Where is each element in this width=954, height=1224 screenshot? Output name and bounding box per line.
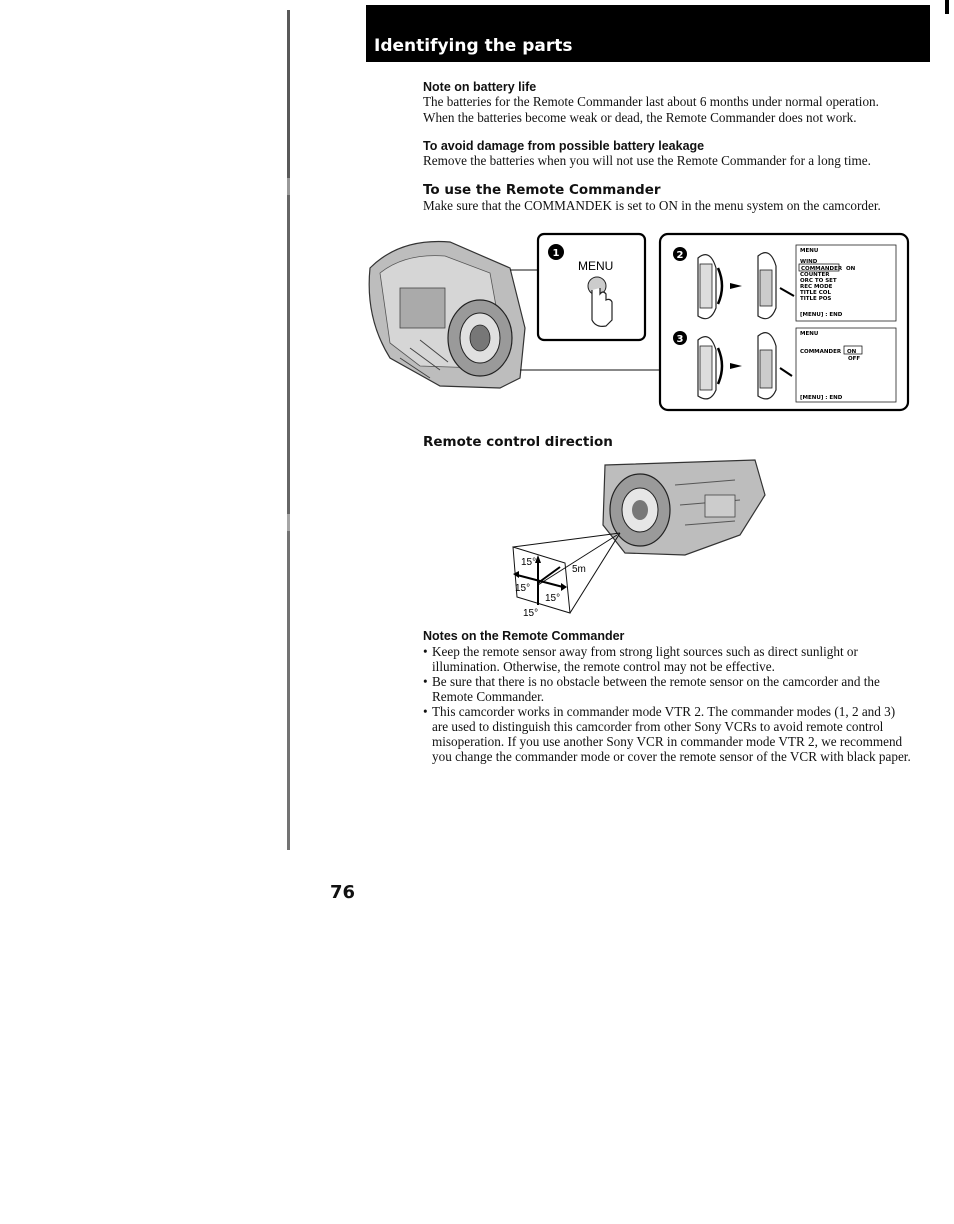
menu2-footer: [MENU] : END <box>800 395 843 401</box>
menu-button-label: MENU <box>578 259 614 273</box>
step3-number: 3 <box>676 334 684 345</box>
distance-label: 5m <box>572 564 586 575</box>
menu-screen-1 <box>796 245 896 321</box>
menu-screen-2 <box>796 328 896 402</box>
figure-remote-direction <box>505 455 775 620</box>
angle-left-label: 15° <box>515 583 531 594</box>
menu1-item-wind: WIND <box>800 259 818 265</box>
menu1-item-title-pos: TITLE POS <box>800 296 832 302</box>
angle-top-label: 15° <box>521 557 537 568</box>
angle-right-label: 15° <box>545 593 561 604</box>
step2-number: 2 <box>676 250 684 261</box>
menu1-item-rec-mode: REC MODE <box>800 284 833 290</box>
menu2-option-off: OFF <box>848 356 861 362</box>
section-title: Identifying the parts <box>374 36 573 56</box>
heading-use-remote: To use the Remote Commander <box>423 182 661 198</box>
text-use-remote: Make sure that the COMMANDEK is set to ON in the menu system on the camcorder. <box>423 198 881 213</box>
step1-number: 1 <box>552 248 560 259</box>
menu2-title: MENU <box>800 331 819 337</box>
figure-remote-menu-steps <box>360 228 912 418</box>
heading-notes-remote: Notes on the Remote Commander <box>423 629 625 643</box>
heading-battery-life: Note on battery life <box>423 80 537 94</box>
notes-list <box>423 644 913 764</box>
page-number: 76 <box>330 882 356 903</box>
menu2-option-on: ON <box>847 349 857 355</box>
page-binding-edge <box>287 10 290 850</box>
menu1-item-commander: COMMANDER <box>801 266 843 272</box>
heading-remote-direction: Remote control direction <box>423 434 613 450</box>
menu2-item-commander: COMMANDER <box>800 349 842 355</box>
text-battery-leakage: Remove the batteries when you will not use the Remote Commander for a long time. <box>423 153 871 168</box>
text-battery-life: The batteries for the Remote Commander last about 6 months under normal operation. When the batteries become weak or dead, the Remote Commander does not work. <box>423 94 879 125</box>
note-item: • This camcorder works in commander mode VTR 2. The commander modes (1, 2 and 3) are used to distinguish this camcorder from other Sony VCRs to avoid remote control misoperation. If you use another Sony VCR in commander mode VTR 2, we recommend you change the commander mode or cover the remote sensor of the VCR with black paper. <box>423 704 913 764</box>
menu1-item-title-col: TITLE COL <box>800 290 831 296</box>
menu1-footer: [MENU] : END <box>800 312 843 318</box>
camcorder-front-illustration <box>603 460 765 555</box>
menu1-item-orc: ORC TO SET <box>800 278 837 284</box>
angle-bottom-label: 15° <box>523 608 539 619</box>
heading-battery-leakage: To avoid damage from possible battery leakage <box>423 139 705 153</box>
camcorder-illustration <box>369 242 525 388</box>
menu1-commander-value: ON <box>846 266 856 272</box>
menu1-item-counter: COUNTER <box>800 272 830 278</box>
note-item: • Keep the remote sensor away from strong light sources such as direct sunlight or illumination. Otherwise, the remote control may not be effective. <box>423 644 913 674</box>
note-item: • Be sure that there is no obstacle between the remote sensor on the camcorder and the Remote Commander. <box>423 674 913 704</box>
menu1-title: MENU <box>800 248 819 254</box>
edge-tab-marker <box>945 0 949 14</box>
